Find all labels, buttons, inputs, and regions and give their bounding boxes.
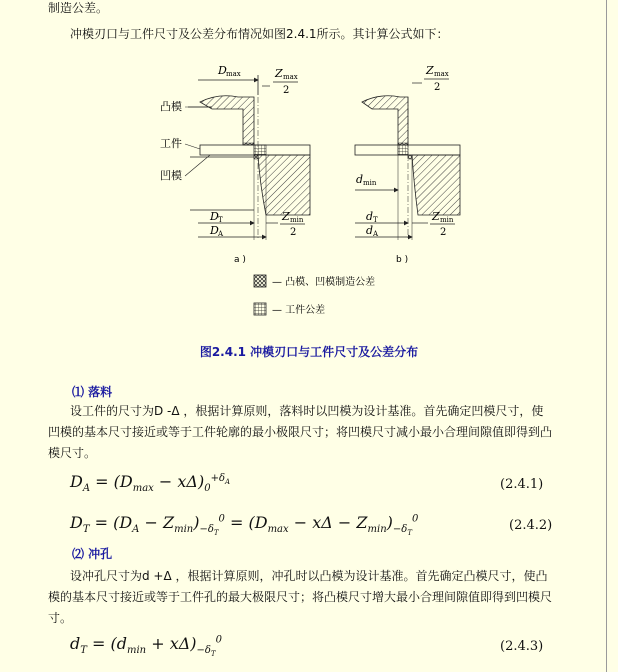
legend-swatch-work-tolerance bbox=[254, 303, 266, 315]
zmin-b-label: Z bbox=[432, 210, 440, 223]
panel-a bbox=[160, 64, 310, 265]
da-b-sub: A bbox=[373, 230, 379, 238]
section-2-paragraph: 设冲孔尺寸为d +Δ ，根据计算原则，冲孔时以凸模为设计基准。首先确定凸模尺寸，使凸模的基本尺寸接近或等于工件孔的最大极限尺寸；将凸模尺寸增大最小合理间隙值即得到凹模尺寸。 bbox=[48, 569, 553, 625]
da-b-label: d bbox=[366, 224, 374, 237]
equation-2-4-2-number: (2.4.2) bbox=[509, 518, 553, 533]
subfig-a-label: a ) bbox=[234, 255, 246, 265]
workpiece-label: 工件 bbox=[160, 137, 182, 150]
die-label: 凹模 bbox=[160, 169, 182, 182]
zmax-b-two: 2 bbox=[434, 82, 441, 93]
panel-b bbox=[355, 64, 460, 265]
zmax-b-label: Z bbox=[426, 64, 434, 77]
zmin-b-sub: min bbox=[440, 216, 454, 224]
punch-label: 凸模 bbox=[160, 100, 182, 113]
legend-work-tolerance: — 工件公差 bbox=[272, 305, 326, 316]
zmin-b-two: 2 bbox=[440, 227, 447, 238]
figure-legend bbox=[254, 275, 375, 316]
zmax-a-label: Z bbox=[275, 67, 283, 80]
zmin-a-label: Z bbox=[282, 210, 290, 223]
dmax-sub: max bbox=[226, 70, 241, 78]
zmin-a-sub: min bbox=[290, 216, 304, 224]
page-border bbox=[606, 0, 607, 672]
legend-tool-tolerance: — 凸模、凹模制造公差 bbox=[272, 277, 376, 288]
equation-2-4-1-number: (2.4.1) bbox=[500, 477, 544, 492]
zmax-a-two: 2 bbox=[283, 85, 290, 96]
section-2-title: ⑵ 冲孔 bbox=[72, 547, 113, 561]
zmin-a-two: 2 bbox=[290, 227, 297, 238]
intro-line: 冲模刃口与工件尺寸及公差分布情况如图2.4.1所示。其计算公式如下： bbox=[70, 27, 449, 41]
section-1-title: ⑴ 落料 bbox=[72, 385, 113, 399]
equation-2-4-3-number: (2.4.3) bbox=[500, 639, 544, 654]
zmax-a-sub: max bbox=[283, 73, 298, 81]
dmin-b-sub: min bbox=[363, 179, 377, 187]
dmax-label: D bbox=[218, 64, 227, 77]
intro-tail: 制造公差。 bbox=[48, 1, 109, 15]
equation-2-4-2: $D_T = (D_A - Z_{min})_{-\delta_T}^0 = (D_{max} - x\Delta - Z_{min})_{-\delta_T}^0$ bbox=[70, 513, 419, 538]
da-a-sub: A bbox=[218, 230, 224, 238]
da-a-label: D bbox=[210, 224, 219, 237]
dmin-b-label: d bbox=[356, 173, 364, 186]
equation-2-4-3: $d_T = (d_{min} + x\Delta)_{-\delta_T}^0$ bbox=[70, 634, 222, 659]
legend-swatch-tool-tolerance bbox=[254, 275, 266, 287]
equation-2-4-1: $D_A = (D_{max} - x\Delta)_0^{+\delta_A}$ bbox=[70, 472, 231, 495]
zmax-b-sub: max bbox=[434, 70, 449, 78]
figure-caption: 图2.4.1 冲模刃口与工件尺寸及公差分布 bbox=[199, 345, 419, 359]
dt-b-sub: T bbox=[373, 216, 378, 224]
subfig-b-label: b ) bbox=[396, 255, 409, 265]
dt-a-label: D bbox=[210, 210, 219, 223]
dt-b-label: d bbox=[366, 210, 374, 223]
dt-a-sub: T bbox=[218, 216, 223, 224]
figure-2-4-1 bbox=[150, 55, 480, 330]
section-1-paragraph: 设工件的尺寸为D -Δ ，根据计算原则，落料时以凹模为设计基准。首先确定凹模尺寸，使凹模的基本尺寸接近或等于工件轮廓的最小极限尺寸；将凹模尺寸减小最小合理间隙值即得到凸模尺寸。 bbox=[48, 404, 553, 460]
